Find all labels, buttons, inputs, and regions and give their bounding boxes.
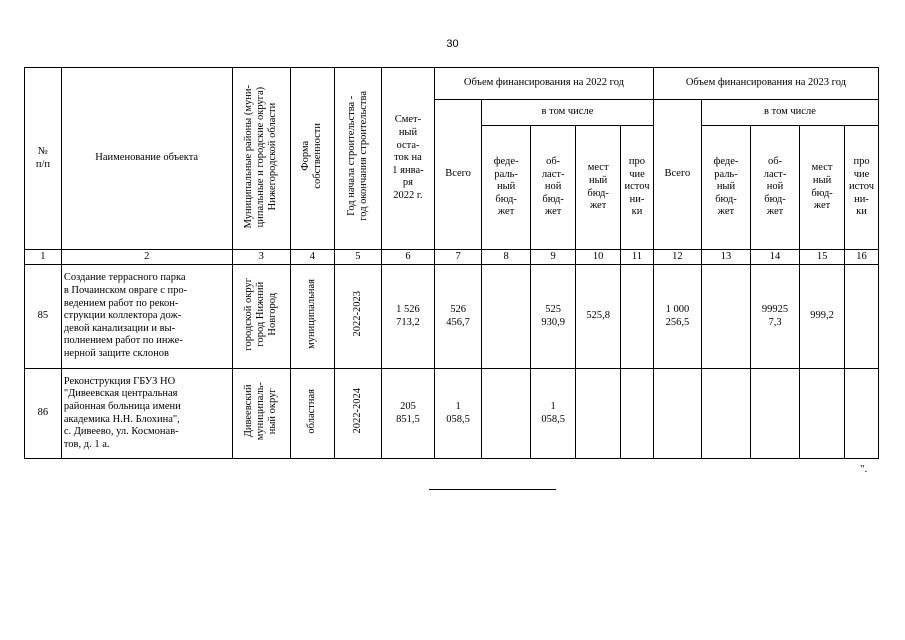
row-federal-2022 (482, 265, 531, 369)
col-number: 5 (334, 250, 381, 265)
col-number: 12 (653, 250, 701, 265)
financing-table (24, 67, 879, 459)
end-rule (429, 489, 556, 490)
row-district (232, 369, 290, 459)
row-years (334, 265, 381, 369)
col-number: 4 (290, 250, 334, 265)
header-including-2023: в том числе (701, 100, 878, 126)
header-name: Наименование объекта (61, 68, 232, 250)
header-ownership-text: Форма собственности (300, 123, 324, 190)
header-regional-2023: об- ласт- ной бюд- жет (751, 126, 800, 250)
col-number: 6 (381, 250, 434, 265)
row-other-2023 (845, 369, 879, 459)
col-number: 16 (845, 250, 879, 265)
row-ownership-text: муниципальная (306, 279, 318, 350)
header-local-2022: мест ный бюд- жет (576, 126, 621, 250)
row-years-text: 2022-2023 (351, 291, 363, 337)
page-number: 30 (446, 38, 459, 50)
header-including-2022: в том числе (482, 100, 654, 126)
row-regional-2022: 525 930,9 (531, 265, 576, 369)
header-ownership (290, 68, 334, 250)
col-number: 11 (621, 250, 654, 265)
row-total-2022: 526 456,7 (435, 265, 482, 369)
row-federal-2023 (701, 265, 750, 369)
row-estimate: 205 851,5 (381, 369, 434, 459)
col-number: 9 (531, 250, 576, 265)
row-estimate: 1 526 713,2 (381, 265, 434, 369)
row-total-2023: 1 000 256,5 (653, 265, 701, 369)
col-number: 15 (800, 250, 845, 265)
row-district (232, 265, 290, 369)
row-ownership (290, 265, 334, 369)
table-row (25, 265, 879, 369)
row-other-2022 (621, 369, 654, 459)
row-district-text: городской округ город Нижний Новгород (243, 277, 279, 351)
header-years-text: Год начала строительства - год окончания строительства (345, 91, 369, 222)
header-federal-2023: феде- раль- ный бюд- жет (701, 126, 750, 250)
closing-quote-mark: ". (860, 463, 868, 475)
col-number: 13 (701, 250, 750, 265)
header-district (232, 68, 290, 250)
col-number: 8 (482, 250, 531, 265)
col-number: 1 (25, 250, 62, 265)
col-number: 10 (576, 250, 621, 265)
row-total-2023 (653, 369, 701, 459)
row-local-2023: 999,2 (800, 265, 845, 369)
header-regional-2022: об- ласт- ной бюд- жет (531, 126, 576, 250)
row-federal-2023 (701, 369, 750, 459)
header-other-2022: про чие источ ни- ки (621, 126, 654, 250)
header-num: № п/п (25, 68, 62, 250)
row-num: 85 (25, 265, 62, 369)
row-federal-2022 (482, 369, 531, 459)
header-total-2022: Всего (435, 100, 482, 250)
row-district-text: Дивеевский муниципаль- ный округ (243, 382, 279, 441)
row-ownership (290, 369, 334, 459)
header-district-text: Муниципальные районы (муни- ципальные и городские округа) Нижегородской области (243, 84, 279, 228)
header-total-2023: Всего (653, 100, 701, 250)
header-fin2022: Объем финансирования на 2022 год (435, 68, 654, 100)
row-num: 86 (25, 369, 62, 459)
header-local-2023: мест ный бюд- жет (800, 126, 845, 250)
row-regional-2023 (751, 369, 800, 459)
row-name: Реконструкция ГБУЗ НО "Дивеевская центральная районная больница имени академика Н.Н. Блохина", с. Дивеево, ул. Космонав- тов, д. 1 а. (61, 369, 232, 459)
header-fin2023: Объем финансирования на 2023 год (653, 68, 878, 100)
row-other-2022 (621, 265, 654, 369)
row-local-2022 (576, 369, 621, 459)
table-row (25, 369, 879, 459)
row-years-text: 2022-2024 (351, 388, 363, 434)
row-ownership-text: областная (306, 388, 318, 434)
header-federal-2022: феде- раль- ный бюд- жет (482, 126, 531, 250)
column-number-row (25, 250, 879, 265)
col-number: 14 (751, 250, 800, 265)
row-regional-2023: 99925 7,3 (751, 265, 800, 369)
col-number: 7 (435, 250, 482, 265)
row-other-2023 (845, 265, 879, 369)
col-number: 3 (232, 250, 290, 265)
header-estimate: Смет- ный оста- ток на 1 янва- ря 2022 г. (381, 68, 434, 250)
row-local-2022: 525,8 (576, 265, 621, 369)
row-total-2022: 1 058,5 (435, 369, 482, 459)
row-years (334, 369, 381, 459)
row-regional-2022: 1 058,5 (531, 369, 576, 459)
col-number: 2 (61, 250, 232, 265)
header-other-2023: про чие источ ни- ки (845, 126, 879, 250)
row-local-2023 (800, 369, 845, 459)
row-name: Создание террасного парка в Почаинском овраге с про- ведением работ по рекон- струкции коллектора дож- девой канализации и вы- полнением работ по инже- нерной защите склонов (61, 265, 232, 369)
header-years (334, 68, 381, 250)
